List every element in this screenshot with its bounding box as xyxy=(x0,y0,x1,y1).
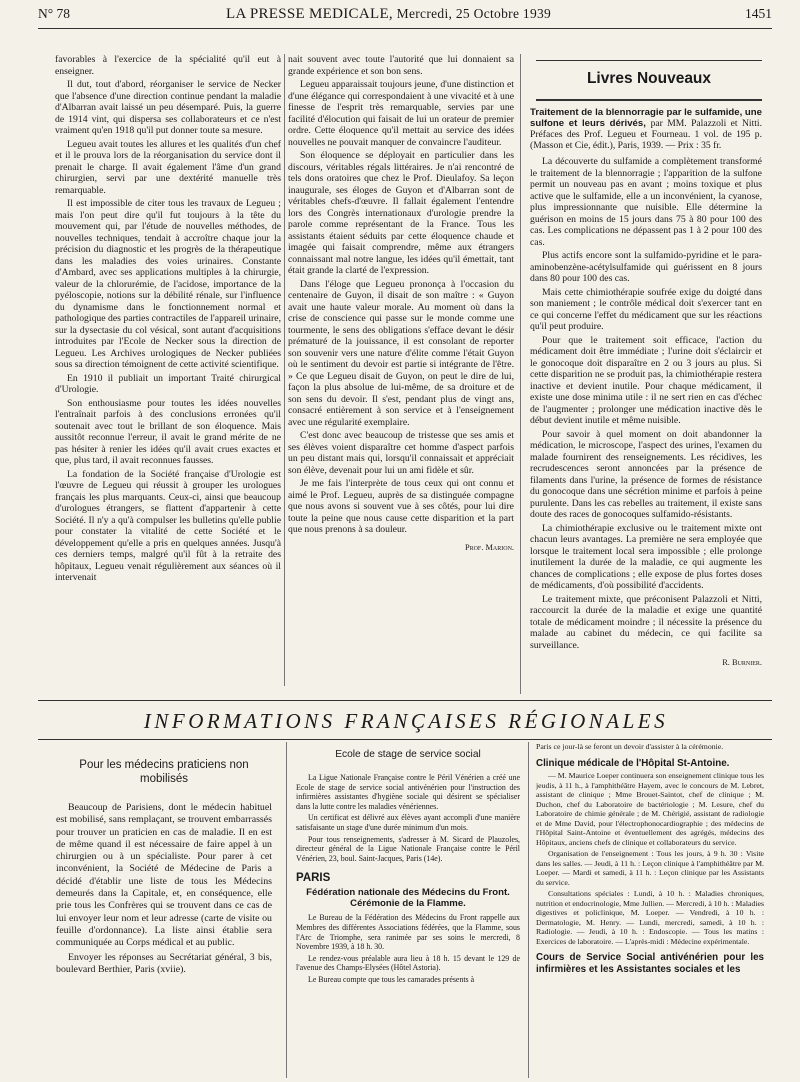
article-subtitle: Fédération nationale des Médecins du Front. Cérémonie de la Flamme. xyxy=(306,887,510,910)
paragraph: Plus actifs encore sont la sulfamido-pyridine et le para-aminobenzène-acétylsulfamide qui guérissent en 8 jours dans 80 pour 100 des cas. xyxy=(530,250,762,284)
article-title: Pour les médecins praticiens non mobilisés xyxy=(79,759,249,785)
paragraph: Consultations spéciales : Lundi, à 10 h. : Maladies chroniques, nutrition et endocrinologie, Mme Jullien. — Mercredi, à 10 h. : Maladies digestives et policlinique, M. Loeper. — Vendredi, à 10 h. : Dermatologie, M. Henry. — Lundi, mercredi, samedi, à 10 h. : Radiologie. — Jeudi, à 10 h. : Endoscopie. — Tous les matins : Exercices de laboratoire. — L'après-midi : Médecine expérimentale. xyxy=(536,889,764,946)
paragraph: Dans l'éloge que Legueu prononça à l'occasion du centenaire de Guyon, il disait de son maître : « Guyon avait une haute valeur morale. Au moment où dans la crise de conscience qui passe sur le monde comme une tourmente, le sens des obligations s'efface devant le désir prématuré de la jouissance, il est consolant de reporter son souvenir vers une nature d'élite comme l'était Guyon où le sentiment du devoir est partie si intégrante de l'être. » Ce que Legueu disait de Guyon, on peut le dire de lui, façon la plus absolue de lui-même, de sa droiture et de son sens du devoir. Il s'est, pendant plus de vingt ans, consacré entièrement à son service et à l'enseignement avec une régularité exemplaire. xyxy=(288,278,514,428)
paragraph: Envoyer les réponses au Secrétariat général, 3 bis, boulevard Berthier, Paris (xviie). xyxy=(56,951,272,975)
journal-masthead xyxy=(226,6,551,23)
paragraph: Legueu avait toutes les allures et les qualités d'un chef et il le prouva lors de la réorganisation du service dont il prenait le charge. Il avait également l'âme d'un grand chirurgien, servi par une dextérité manuelle très remarquable. xyxy=(55,138,281,196)
book-review-column xyxy=(530,107,762,697)
paragraph: Je me fais l'interprète de tous ceux qui ont connu et aimé le Prof. Legueu, auprès de sa distinguée compagne que nous avons si souvent vue à ses côtés, pour lui dire toute la peine que nous cause cette disparition et la part que nous prenons à sa douleur. xyxy=(288,478,514,535)
paragraph: Pour que le traitement soit efficace, l'action du médicament doit être immédiate ; l'urine doit s'éclaircir et le gonocoque doit disparaître en 2 ou 3 jours au plus. Si cette disparition ne se produit pas, la chimiothérapie restera inactive et devient inutile. Pour chaque médicament, il existe une dose minima utile : il ne sert rien en cas d'échec de l'augmenter ; prolonger une médication inactive dès le début devient inutile et même nuisible. xyxy=(530,334,762,426)
book-reference: par MM. Palazzoli et Nitti. Préfaces des Prof. Legueu et Fourneau. 1 vol. de 195 p. (Masson et Cie, édit.), Paris, 1939. — Prix : 35 fr. xyxy=(530,118,762,151)
column-rule xyxy=(520,54,521,694)
author-signature: Prof. Marion. xyxy=(464,542,514,552)
article-title: Cours de Service Social antivénérien pour les infirmières et les Assistantes sociales et les xyxy=(536,952,764,975)
paragraph: Organisation de l'enseignement : Tous les jours, à 9 h. 30 : Visite dans les salles. — Jeudi, à 11 h. : Leçon clinique à l'amphithéâtre par M. Loeper. — Mardi et samedi, à 11 h. : Leçon clinique par les Assistants du service. xyxy=(536,849,764,887)
obituary-column-2 xyxy=(288,54,514,694)
paragraph: Un certificat est délivré aux élèves ayant accompli d'une manière satisfaisante un stage d'une durée minimum d'un mois. xyxy=(296,813,520,832)
paragraph: La fondation de la Société française d'Urologie est l'œuvre de Legueu qui réussit à grouper les urologues français les plus marquants. Ceux-ci, ainsi que beaucoup d'urologues étrangers, se flattent d'appartenir à cette Société. Il n'y a qu'à compulser les bulletins qu'elle publie pour constater la vitalité de cette Société et le développement qu'elle a pris en quelques années. Jusqu'à ces derniers temps, malgré qu'il fût à la retraite des hôpitaux, Legueu venait régulièrement aux séances où il intervenait xyxy=(55,468,281,583)
paragraph: La Ligue Nationale Française contre le Péril Vénérien a créé une Ecole de stage de service social antivénérien pour l'instruction des infirmières assistantes d'hygiène sociale qui désirent se spécialiser dans la lutte contre les maladies vénériennes. xyxy=(296,773,520,811)
paragraph: La chimiothérapie exclusive ou le traitement mixte ont chacun leurs avantages. La première ne sera employée que lorsque le traitement local sera impossible ; elle prolonge inutilement la durée de la maladie, ce qui augmente les chances de complications ; elle expose de plus fortes doses de médicaments, d'où possibilité d'accidents. xyxy=(530,522,762,591)
article-title: Clinique médicale de l'Hôpital St-Antoine. xyxy=(536,757,730,769)
paragraph: C'est donc avec beaucoup de tristesse que ses amis et ses élèves voient disparaître cet homme d'aspect parfois un peu distant mais qui, lorsqu'il connaissait et appréciait son élève, devenait pour lui un ami fidèle et sûr. xyxy=(288,430,514,476)
section-rule xyxy=(38,739,772,740)
section-rule xyxy=(38,700,772,701)
page-number: 1451 xyxy=(745,6,772,21)
paragraph: Son enthousiasme pour toutes les idées nouvelles l'entraînait parfois à des conclusions erronées qu'il soutenait avec tout le brillant de son éloquence. Mais aussitôt reconnue l'erreur, il avait le grand mérite de ne pas hésiter à renier les idées qu'il avait crues exactes et que, plus tard, il avait reconnues fausses. xyxy=(55,397,281,466)
column-rule xyxy=(286,742,287,1078)
city-heading: PARIS xyxy=(296,872,331,885)
regional-news-banner: INFORMATIONS FRANÇAISES RÉGIONALES xyxy=(143,709,669,733)
article-title: Ecole de stage de service social xyxy=(335,749,481,760)
clinique-article xyxy=(536,742,764,1078)
paragraph: Beaucoup de Parisiens, dont le médecin habituel est mobilisé, sans remplaçant, se trouvent embarrassés pour trouver un praticien en cas de maladie. Il en est de même quand il est nécessaire de faire appel à un chirurgien ou à un spécialiste. Pour parer à cet inconvénient, la Société de Médecine de Paris a décidé d'établir une liste de tous les Médecins demeurés dans la Capitale, et, en conséquence, elle prie tous les Confrères qui se trouvent dans ce cas de lui envoyer leur nom et leur adresse (carte de visite ou feuille d'ordonnance). La liste ainsi établie sera communiquée au Corps médical et au public. xyxy=(56,802,272,949)
paragraph: — M. Maurice Loeper continuera son enseignement clinique tous les jeudis, à 11 h., à l'amphithéâtre Hayem, avec le concours de M. Lebret, assistant de clinique ; Mme Brouet-Saintot, chef de clinique ; M. Duchon, chef du Laboratoire de bactériologie ; M. Lesure, chef du Laboratoire de chimie générale ; de M. Chérigié, assistant de radiologie et de Mme David, pour l'électrophonocardiographie ; des médecins de l'Hôpital Saint-Antoine et éventuellement des agrégés, médecins des Hôpitaux, anciens chefs de clinique et collaborateurs du service. xyxy=(536,771,764,847)
paragraph: Pour savoir à quel moment on doit abandonner la médication, le microscope, l'aspect des urines, l'examen du malade fournirent des renseignements. Les récidives, les recrudescences seront annoncées par la présence de filaments dans l'urine, la présence de formes de résistance du gonocoque dans une sécrétion minime et parfois à peine purulente. Dans les cas rebelles au traitement, il existe sans doute des races de gonocoques sulfamido-résistants. xyxy=(530,428,762,520)
paragraph: Le Bureau de la Fédération des Médecins du Front rappelle aux Membres des différentes Associations fédérées, que la Flamme, sous l'Arc de Triomphe, sera ranimée par ses soins le mercredi, 8 Novembre 1939, à 18 h. 30. xyxy=(296,913,520,952)
paragraph: Il dut, tout d'abord, réorganiser le service de Necker que l'absence d'une direction continue pendant la maladie d'Albarran avait laissé un peu désemparé. Puis, la guerre de 1914 vint, qui dispersa ses collaborateurs et ce n'est vraiment qu'en 1918 qu'il put donner toute sa mesure. xyxy=(55,79,281,136)
paragraph: favorables à l'exercice de la spécialité qu'il eut à enseigner. xyxy=(55,54,281,77)
paragraph: Legueu apparaissait toujours jeune, d'une distinction et d'une élégance qui correspondaient à une vivacité et à une finesse de l'esprit très remarquable, servies par une facilité d'élocution qui faisait de lui un orateur de premier ordre. Cette éloquence qu'il mettait au service des idées nouvelles ne pouvait manquer de convaincre l'auditeur. xyxy=(288,79,514,148)
paragraph: Il est impossible de citer tous les travaux de Legueu ; mais l'on peut dire qu'il fut toujours à la tête du mouvement qui, par l'étude de nouvelles méthodes, de nouvelles techniques, tendait à accroître chaque jour la précision du diagnostic et les progrès de la thérapeutique dans les maladies des voies urinaires. Constante d'Ambard, avec ses applications multiples à la chirurgie, valeur de la chlorurémie, de l'acidose, importance de la pyéloscopie, notions sur la débilité rénale, sur l'influence du dynamisme dans le fonctionnement normal et pathologique des parties contractiles de l'appareil urinaire, sur la dysectasie du col vésical, sont autant d'acquisitions introduites par l'Ecole de Necker sous la direction de Legueu. Les Archives urologiques de Necker publiées sous sa direction témoignent de cette activité scientifique. xyxy=(55,198,281,370)
review-signature: R. Burnier. xyxy=(722,658,762,667)
paragraph: Son éloquence se déployait en particulier dans les discours, véritables régals littéraires. Je n'ai rencontré de tels dons oratoires que chez le Prof. Dieulafoy. Sa leçon inaugurale, ses éloges de Guyon et d'Albarran sont de véritables chefs-d'œuvre. Il fallait également l'entendre lors des Congrès internationaux d'urologie prendre la parole comme représentant de la France. Tous les assistants étaient séduits par cette éloquence chaude et imagée qui faisait comprendre, même aux étrangers connaissant mal notre langue, les idées qu'il émettait, tant était grande la clarté de l'expression. xyxy=(288,150,514,276)
paragraph: nait souvent avec toute l'autorité que lui donnaient sa grande expérience et son bon sens. xyxy=(288,54,514,77)
paragraph: La découverte du sulfamide a complètement transformé le traitement de la blennorragie ; l'apparition de la sulfone permit un nouveau pas en avant ; moins toxique et plus active que le sulfamide, elle a un inconvénient, la cyanose, plus impressionnante que nuisible. Elle détermine la guérison en moins de 15 jours dans 75 à 80 pour 100 des cas. Les complications ne dépassent pas 1 à 2 pour 100 des cas. xyxy=(530,156,762,248)
paragraph: Mais cette chimiothérapie soufrée exige du doigté dans son maniement ; le contrôle médical doit s'exercer tant en ce qui concerne l'effet du médicament que sur les réactions qu'il peut produire. xyxy=(530,286,762,332)
paragraph: Le Bureau compte que tous les camarades présents à xyxy=(308,974,475,984)
book-title: Traitement de la blennorragie par le sulfamide, une sulfone et leurs dérivés, xyxy=(530,107,762,129)
praticiens-article xyxy=(56,748,272,1078)
paragraph: Le rendez-vous préalable aura lieu à 18 h. 15 devant le 129 de l'avenue des Champs-Elysées (Hôtel Astoria). xyxy=(296,953,520,973)
livres-nouveaux-box xyxy=(536,60,762,101)
paragraph: Pour tous renseignements, s'adresser à M. Sicard de Plauzoles, directeur général de la Ligue Nationale Française contre le Péril Vénérien, 23, boul. Saint-Jacques, Paris (14e). xyxy=(296,834,520,863)
paragraph: Paris ce jour-là se feront un devoir d'assister à la cérémonie. xyxy=(536,742,724,751)
page-header xyxy=(38,4,772,29)
obituary-column-1 xyxy=(55,54,281,694)
book-title-block xyxy=(530,107,762,151)
section-heading: Livres Nouveaux xyxy=(586,70,712,87)
paragraph: Le traitement mixte, que préconisent Palazzoli et Nitti, raccourcit la durée de la maladie et exige une quantité totale de médicament moindre ; il nécessite la présence du malade au cabinet du médecin, ce qui facilite sa surveillance. xyxy=(530,593,762,651)
issue-number: N° 78 xyxy=(38,6,71,21)
journal-title: LA PRESSE MEDICALE, xyxy=(226,6,393,22)
column-rule xyxy=(528,742,529,1078)
column-rule xyxy=(284,54,285,686)
issue-date: Mercredi, 25 Octobre 1939 xyxy=(396,6,552,21)
ecole-article xyxy=(296,746,520,1076)
paragraph: En 1910 il publiait un important Traité chirurgical d'Urologie. xyxy=(55,372,281,395)
